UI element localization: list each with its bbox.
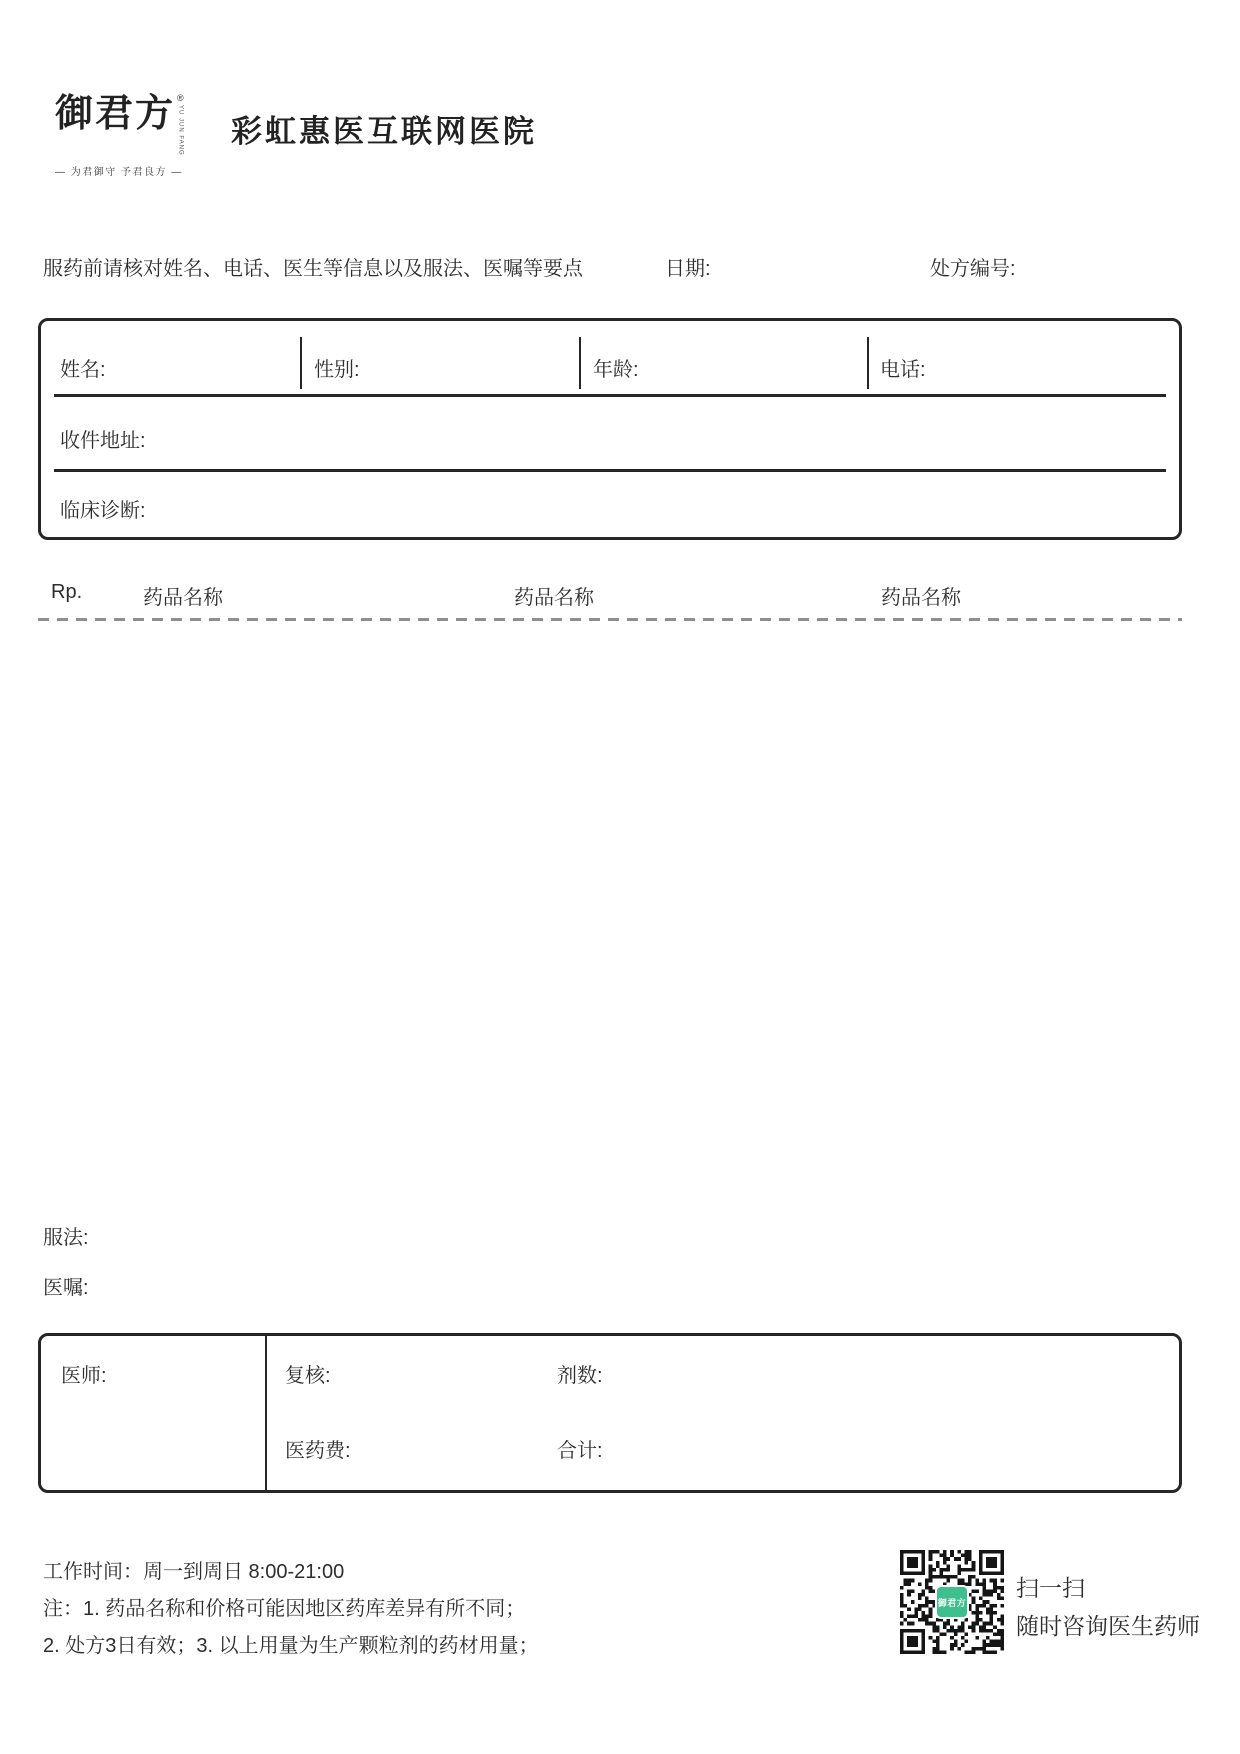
review-label: 复核:: [285, 1365, 331, 1387]
verification-notice: 服药前请核对姓名、电话、医生等信息以及服法、医嘱等要点: [43, 258, 583, 280]
qr-center-logo: 御君方: [935, 1585, 969, 1619]
doctor-advice-label: 医嘱:: [43, 1277, 89, 1299]
shipping-address-label: 收件地址:: [60, 430, 146, 452]
brand-tagline: — 为君御守 予君良方 —: [55, 166, 183, 178]
medicine-name-column-header: 药品名称: [143, 587, 223, 609]
scan-caption: 扫一扫: [1016, 1575, 1085, 1601]
dashed-separator: [38, 618, 1182, 621]
column-divider: [265, 1336, 267, 1490]
rp-header-row: [51, 581, 1182, 609]
patient-name-label: 姓名:: [60, 359, 106, 381]
total-label: 合计:: [557, 1440, 603, 1462]
hospital-title: 彩虹惠医互联网医院: [231, 114, 537, 149]
patient-phone-label: 电话:: [880, 359, 926, 381]
date-label: 日期:: [665, 258, 711, 280]
signoff-box: [38, 1333, 1182, 1493]
doctor-label: 医师:: [61, 1365, 107, 1387]
brand-pinyin: YU JUN FANG: [177, 105, 184, 156]
qr-code: [900, 1550, 1004, 1654]
footer-note-1: 注：1. 药品名称和价格可能因地区药库差异有所不同；: [43, 1598, 526, 1620]
doses-count-label: 剂数:: [557, 1365, 603, 1387]
working-hours: 工作时间：周一到周日 8:00-21:00: [43, 1561, 345, 1583]
medicine-fee-label: 医药费:: [285, 1440, 351, 1462]
footer-note-2: 2. 处方3日有效；3. 以上用量为生产颗粒剂的药材用量；: [43, 1635, 539, 1657]
row-divider: [54, 469, 1166, 472]
column-divider: [300, 337, 302, 389]
patient-gender-label: 性别:: [314, 359, 360, 381]
notice-row: [43, 252, 1183, 280]
column-divider: [867, 337, 869, 389]
clinical-diagnosis-label: 临床诊断:: [60, 500, 146, 522]
consult-caption: 随时咨询医生药师: [1016, 1613, 1200, 1639]
row-divider: [54, 394, 1166, 397]
rp-label: Rp.: [51, 581, 83, 603]
medicine-name-column-header: 药品名称: [881, 587, 961, 609]
registered-mark-icon: ®: [177, 93, 184, 103]
medicine-name-column-header: 药品名称: [514, 587, 594, 609]
brand-name: 御君方: [55, 90, 176, 135]
patient-info-box: [38, 318, 1182, 540]
prescription-number-label: 处方编号:: [930, 258, 1016, 280]
column-divider: [579, 337, 581, 389]
usage-label: 服法:: [43, 1227, 89, 1249]
patient-age-label: 年龄:: [593, 359, 639, 381]
brand-logo: [55, 90, 215, 178]
footer-notes: [43, 1554, 539, 1665]
